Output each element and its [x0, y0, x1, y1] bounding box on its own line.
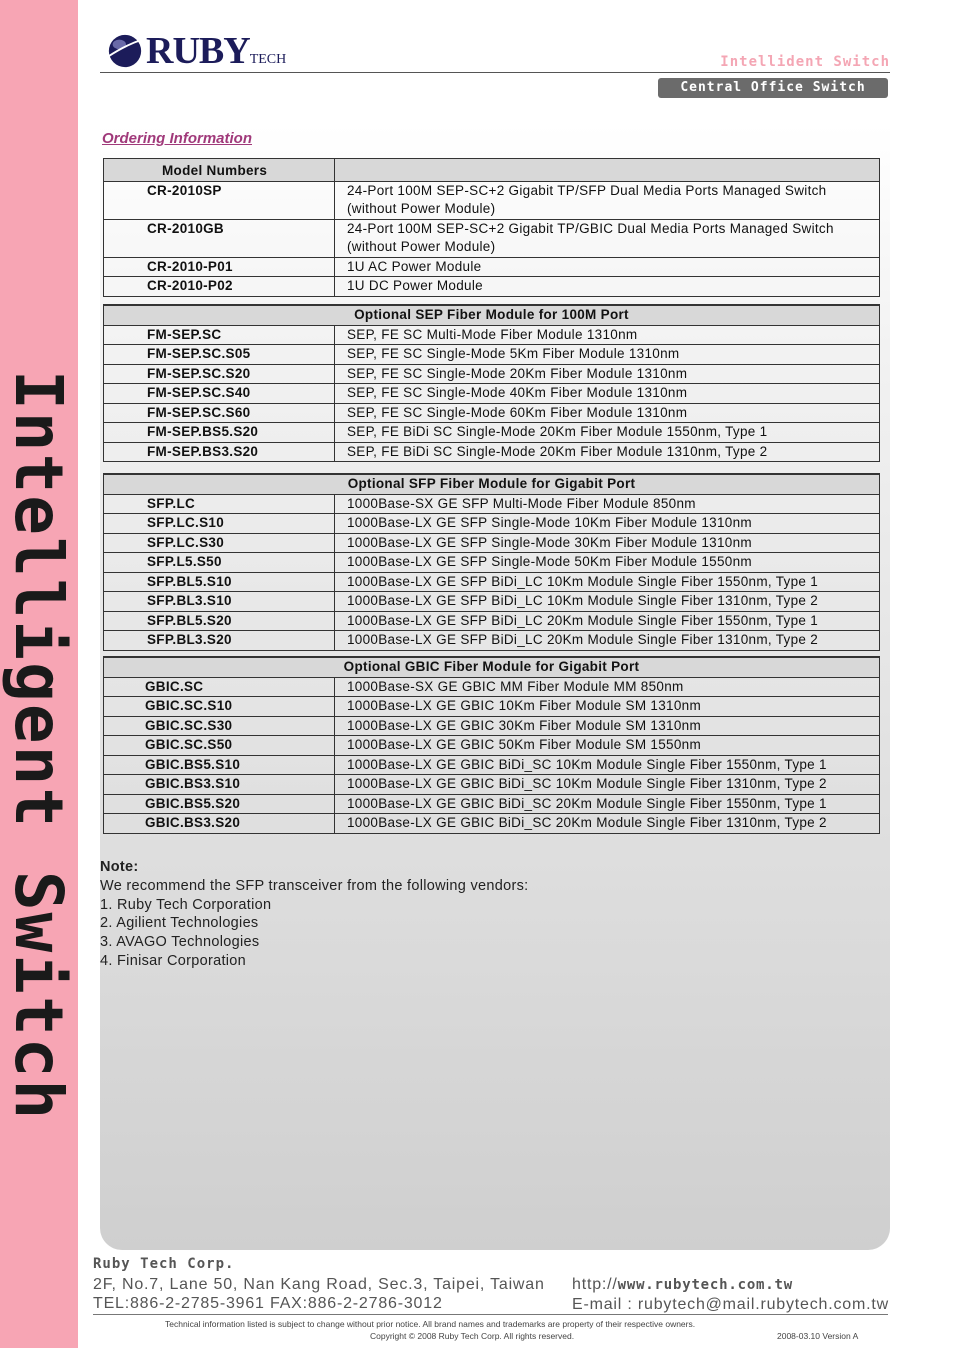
desc-cell: SEP, FE SC Single-Mode 5Km Fiber Module 1310nm: [335, 345, 880, 365]
category-label: Intellident Switch: [720, 54, 890, 70]
table-row: [104, 775, 880, 795]
table-row: [104, 364, 880, 384]
sep-table-header: Optional SEP Fiber Module for 100M Port: [104, 305, 880, 325]
table-row: [104, 345, 880, 365]
globe-logo-icon: [106, 32, 144, 70]
footer-version: 2008-03.10 Version A: [777, 1331, 859, 1341]
model-cell: CR-2010-P01: [104, 257, 335, 277]
footer-disclaimer: Technical information listed is subject to change without prior notice. All brand names and trademarks are property of their respective owners.: [165, 1319, 696, 1329]
table-row: [104, 403, 880, 423]
footer-copyright: Copyright © 2008 Ruby Tech Corp. All rights reserved.: [370, 1331, 575, 1341]
model-cell: SFP.BL5.S10: [104, 572, 335, 592]
model-cell: SFP.BL3.S10: [104, 592, 335, 612]
desc-cell: 1000Base-LX GE SFP BiDi_LC 20Km Module Single Fiber 1550nm, Type 1: [335, 611, 880, 631]
model-cell: GBIC.SC.S10: [104, 697, 335, 717]
list-item: 2. Agilient Technologies: [100, 915, 259, 932]
desc-cell: 1000Base-LX GE SFP BiDi_LC 10Km Module Single Fiber 1550nm, Type 1: [335, 572, 880, 592]
desc-cell: 1000Base-LX GE GBIC BiDi_SC 10Km Module Single Fiber 1550nm, Type 1: [335, 755, 880, 775]
model-cell: GBIC.BS5.S20: [104, 794, 335, 814]
model-cell: FM-SEP.SC.S05: [104, 345, 335, 365]
desc-cell: 1000Base-LX GE GBIC 50Km Fiber Module SM 1550nm: [335, 736, 880, 756]
desc-cell: SEP, FE SC Multi-Mode Fiber Module 1310nm: [335, 325, 880, 345]
desc-cell: SEP, FE SC Single-Mode 40Km Fiber Module 1310nm: [335, 384, 880, 404]
table-row: [104, 755, 880, 775]
footer-contact-block: [572, 1275, 889, 1314]
list-item: 3. AVAGO Technologies: [100, 934, 260, 951]
desc-cell: 24-Port 100M SEP-SC+2 Gigabit TP/SFP Dual Media Ports Managed Switch (without Power Module): [335, 181, 880, 219]
desc-cell: 1000Base-LX GE SFP BiDi_LC 10Km Module Single Fiber 1310nm, Type 2: [335, 592, 880, 612]
table-row: [104, 697, 880, 717]
desc-cell: SEP, FE SC Single-Mode 60Km Fiber Module 1310nm: [335, 403, 880, 423]
product-line-badge: Central Office Switch: [658, 78, 888, 98]
vertical-title: Intelligent Switch: [0, 370, 77, 1122]
table-row: [104, 514, 880, 534]
sidebar: [0, 0, 78, 1348]
model-cell: FM-SEP.SC.S20: [104, 364, 335, 384]
model-cell: SFP.LC.S30: [104, 533, 335, 553]
table-row: [104, 181, 880, 219]
desc-cell: SEP, FE SC Single-Mode 20Km Fiber Module 1310nm: [335, 364, 880, 384]
table-row: [104, 736, 880, 756]
model-cell: SFP.LC.S10: [104, 514, 335, 534]
table-row: [104, 631, 880, 651]
note-title: Note:: [100, 859, 139, 875]
footer-email[interactable]: E-mail : rubytech@mail.rubytech.com.tw: [572, 1296, 889, 1313]
footer-address-block: [93, 1275, 545, 1313]
logo-sub-text: TECH: [249, 52, 287, 67]
table-row: [104, 277, 880, 297]
sep-module-table: [103, 304, 880, 462]
footer-divider: [93, 1314, 888, 1315]
table-row: [104, 423, 880, 443]
table-row: [104, 257, 880, 277]
gbic-module-table: [103, 656, 880, 834]
table-row: [104, 611, 880, 631]
model-cell: SFP.BL5.S20: [104, 611, 335, 631]
model-cell: SFP.BL3.S20: [104, 631, 335, 651]
model-cell: FM-SEP.SC: [104, 325, 335, 345]
footer-phone: TEL:886-2-2785-3961 FAX:886-2-2786-3012: [93, 1295, 443, 1312]
model-cell: CR-2010SP: [104, 181, 335, 219]
model-cell: GBIC.BS3.S20: [104, 814, 335, 834]
desc-cell: 1000Base-LX GE GBIC BiDi_SC 10Km Module Single Fiber 1310nm, Type 2: [335, 775, 880, 795]
model-cell: GBIC.SC.S50: [104, 736, 335, 756]
logo-main-text: RUBY: [146, 30, 250, 72]
table-row: [104, 384, 880, 404]
header-divider: [100, 72, 890, 73]
vendor-note: [100, 858, 528, 971]
desc-cell: SEP, FE BiDi SC Single-Mode 20Km Fiber Module 1310nm, Type 2: [335, 442, 880, 462]
table-row: [104, 533, 880, 553]
model-cell: GBIC.SC: [104, 677, 335, 697]
model-cell: CR-2010-P02: [104, 277, 335, 297]
model-table-header: Model Numbers: [104, 159, 335, 182]
model-cell: SFP.L5.S50: [104, 553, 335, 573]
table-row: [104, 677, 880, 697]
table-row: [104, 716, 880, 736]
company-logo: [106, 28, 286, 74]
desc-cell: 1000Base-SX GE GBIC MM Fiber Module MM 850nm: [335, 677, 880, 697]
note-intro: We recommend the SFP transceiver from the following vendors:: [100, 877, 529, 894]
ordering-title: Ordering Information: [102, 130, 252, 147]
table-row: [104, 592, 880, 612]
model-cell: FM-SEP.SC.S60: [104, 403, 335, 423]
footer-address: 2F, No.7, Lane 50, Nan Kang Road, Sec.3, Taipei, Taiwan: [93, 1276, 545, 1293]
table-row: [104, 572, 880, 592]
model-cell: FM-SEP.BS5.S20: [104, 423, 335, 443]
model-cell: CR-2010GB: [104, 219, 335, 257]
desc-cell: 1000Base-LX GE GBIC 10Km Fiber Module SM 1310nm: [335, 697, 880, 717]
desc-cell: 1000Base-LX GE GBIC 30Km Fiber Module SM 1310nm: [335, 716, 880, 736]
sfp-module-table: [103, 473, 880, 651]
desc-cell: 1000Base-LX GE GBIC BiDi_SC 20Km Module Single Fiber 1310nm, Type 2: [335, 814, 880, 834]
table-row: [104, 442, 880, 462]
table-row: [104, 814, 880, 834]
desc-cell: 1000Base-SX GE SFP Multi-Mode Fiber Module 850nm: [335, 494, 880, 514]
desc-cell: 1000Base-LX GE SFP Single-Mode 50Km Fiber Module 1550nm: [335, 553, 880, 573]
model-cell: GBIC.BS5.S10: [104, 755, 335, 775]
sfp-table-header: Optional SFP Fiber Module for Gigabit Port: [104, 474, 880, 494]
desc-cell: 1U DC Power Module: [335, 277, 880, 297]
desc-cell: 1000Base-LX GE SFP Single-Mode 30Km Fiber Module 1310nm: [335, 533, 880, 553]
table-row: [104, 553, 880, 573]
footer-company: Ruby Tech Corp.: [93, 1256, 235, 1272]
desc-cell: 1000Base-LX GE SFP Single-Mode 10Km Fiber Module 1310nm: [335, 514, 880, 534]
table-row: [104, 219, 880, 257]
model-cell: GBIC.SC.S30: [104, 716, 335, 736]
desc-cell: SEP, FE BiDi SC Single-Mode 20Km Fiber Module 1550nm, Type 1: [335, 423, 880, 443]
list-item: 1. Ruby Tech Corporation: [100, 896, 272, 913]
website-link[interactable]: http://www.rubytech.com.tw: [572, 1276, 793, 1293]
model-cell: GBIC.BS3.S10: [104, 775, 335, 795]
model-cell: FM-SEP.SC.S40: [104, 384, 335, 404]
list-item: 4. Finisar Corporation: [100, 952, 247, 969]
table-row: [104, 494, 880, 514]
table-row: [104, 794, 880, 814]
gbic-table-header: Optional GBIC Fiber Module for Gigabit Port: [104, 657, 880, 677]
desc-cell: 1U AC Power Module: [335, 257, 880, 277]
desc-cell: 24-Port 100M SEP-SC+2 Gigabit TP/GBIC Dual Media Ports Managed Switch (without Power Module): [335, 219, 880, 257]
desc-cell: 1000Base-LX GE GBIC BiDi_SC 20Km Module Single Fiber 1550nm, Type 1: [335, 794, 880, 814]
table-row: [104, 325, 880, 345]
model-cell: FM-SEP.BS3.S20: [104, 442, 335, 462]
desc-cell: 1000Base-LX GE SFP BiDi_LC 20Km Module Single Fiber 1310nm, Type 2: [335, 631, 880, 651]
model-cell: SFP.LC: [104, 494, 335, 514]
model-table: [103, 158, 880, 297]
